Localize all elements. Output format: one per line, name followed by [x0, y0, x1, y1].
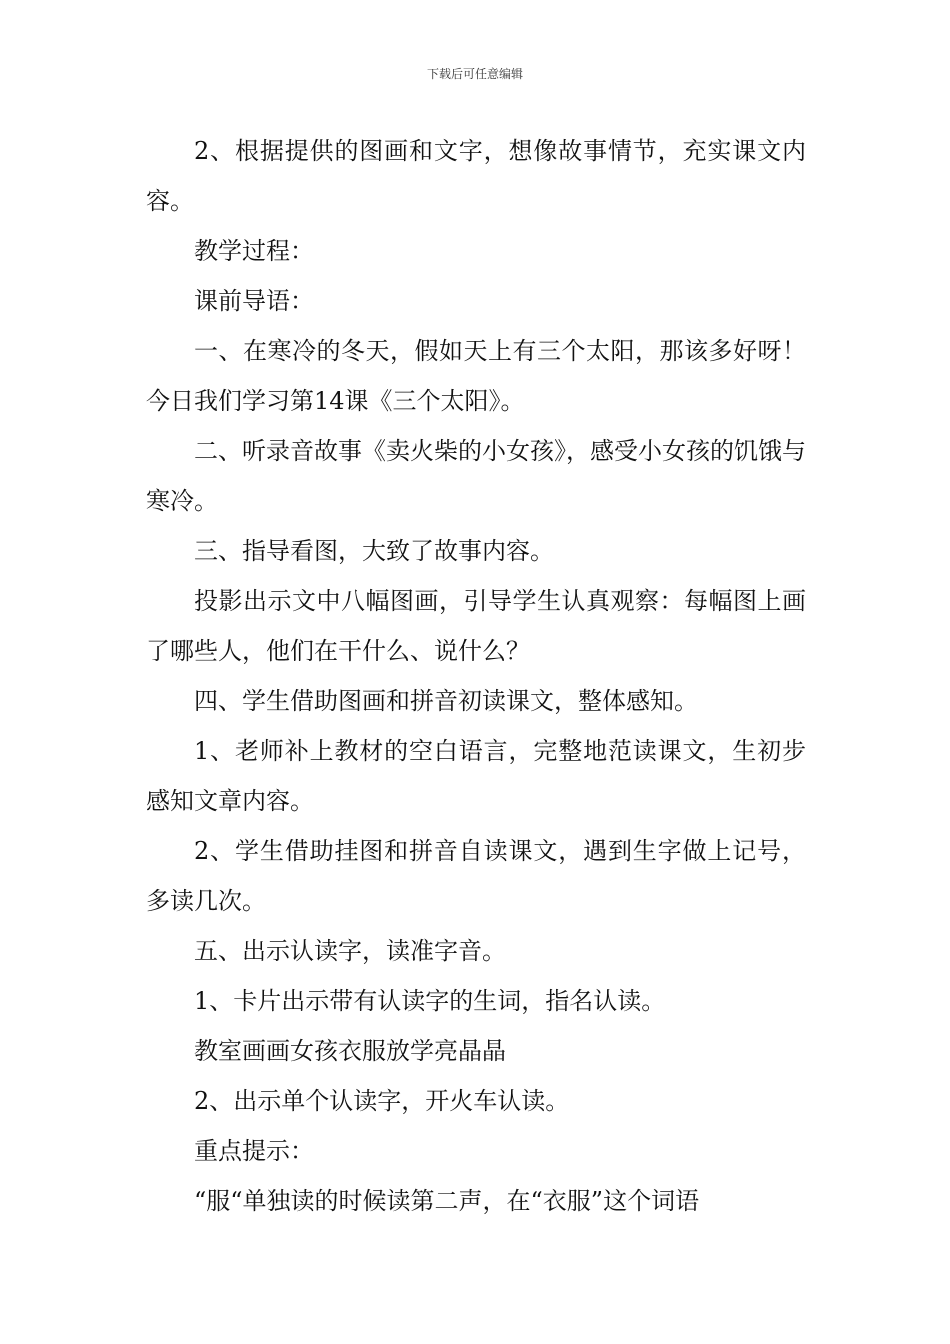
paragraph: 教室画画女孩衣服放学亮晶晶 [194, 1037, 506, 1065]
paragraph: 1、老师补上教材的空白语言，完整地范读课文，生初步感知文章内容。 [146, 737, 806, 815]
paragraph: 一、在寒冷的冬天，假如天上有三个太阳，那该多好呀！今日我们学习第14课《三个太阳》。 [146, 337, 806, 415]
paragraph: 二、听录音故事《卖火柴的小女孩》，感受小女孩的饥饿与寒冷。 [146, 437, 806, 515]
paragraph: “服“单独读的时候读第二声，在“衣服”这个词语 [194, 1187, 700, 1215]
document-body [146, 126, 806, 1226]
paragraph: 教学过程： [194, 237, 314, 265]
paragraph: 三、指导看图，大致了故事内容。 [194, 537, 554, 565]
paragraph: 五、出示认读字，读准字音。 [194, 937, 506, 965]
page-header-note: 下载后可任意编辑 [426, 67, 523, 81]
paragraph: 课前导语： [194, 287, 314, 315]
paragraph: 投影出示文中八幅图画，引导学生认真观察：每幅图上画了哪些人，他们在干什么、说什么？ [146, 587, 806, 665]
paragraph: 1、卡片出示带有认读字的生词，指名认读。 [194, 987, 666, 1015]
paragraph: 2、出示单个认读字，开火车认读。 [194, 1087, 570, 1115]
paragraph: 重点提示： [194, 1137, 314, 1165]
paragraph: 2、学生借助挂图和拼音自读课文，遇到生字做上记号，多读几次。 [146, 837, 806, 915]
paragraph: 四、学生借助图画和拼音初读课文，整体感知。 [194, 687, 698, 715]
paragraph: 2、根据提供的图画和文字，想像故事情节，充实课文内容。 [146, 137, 806, 215]
